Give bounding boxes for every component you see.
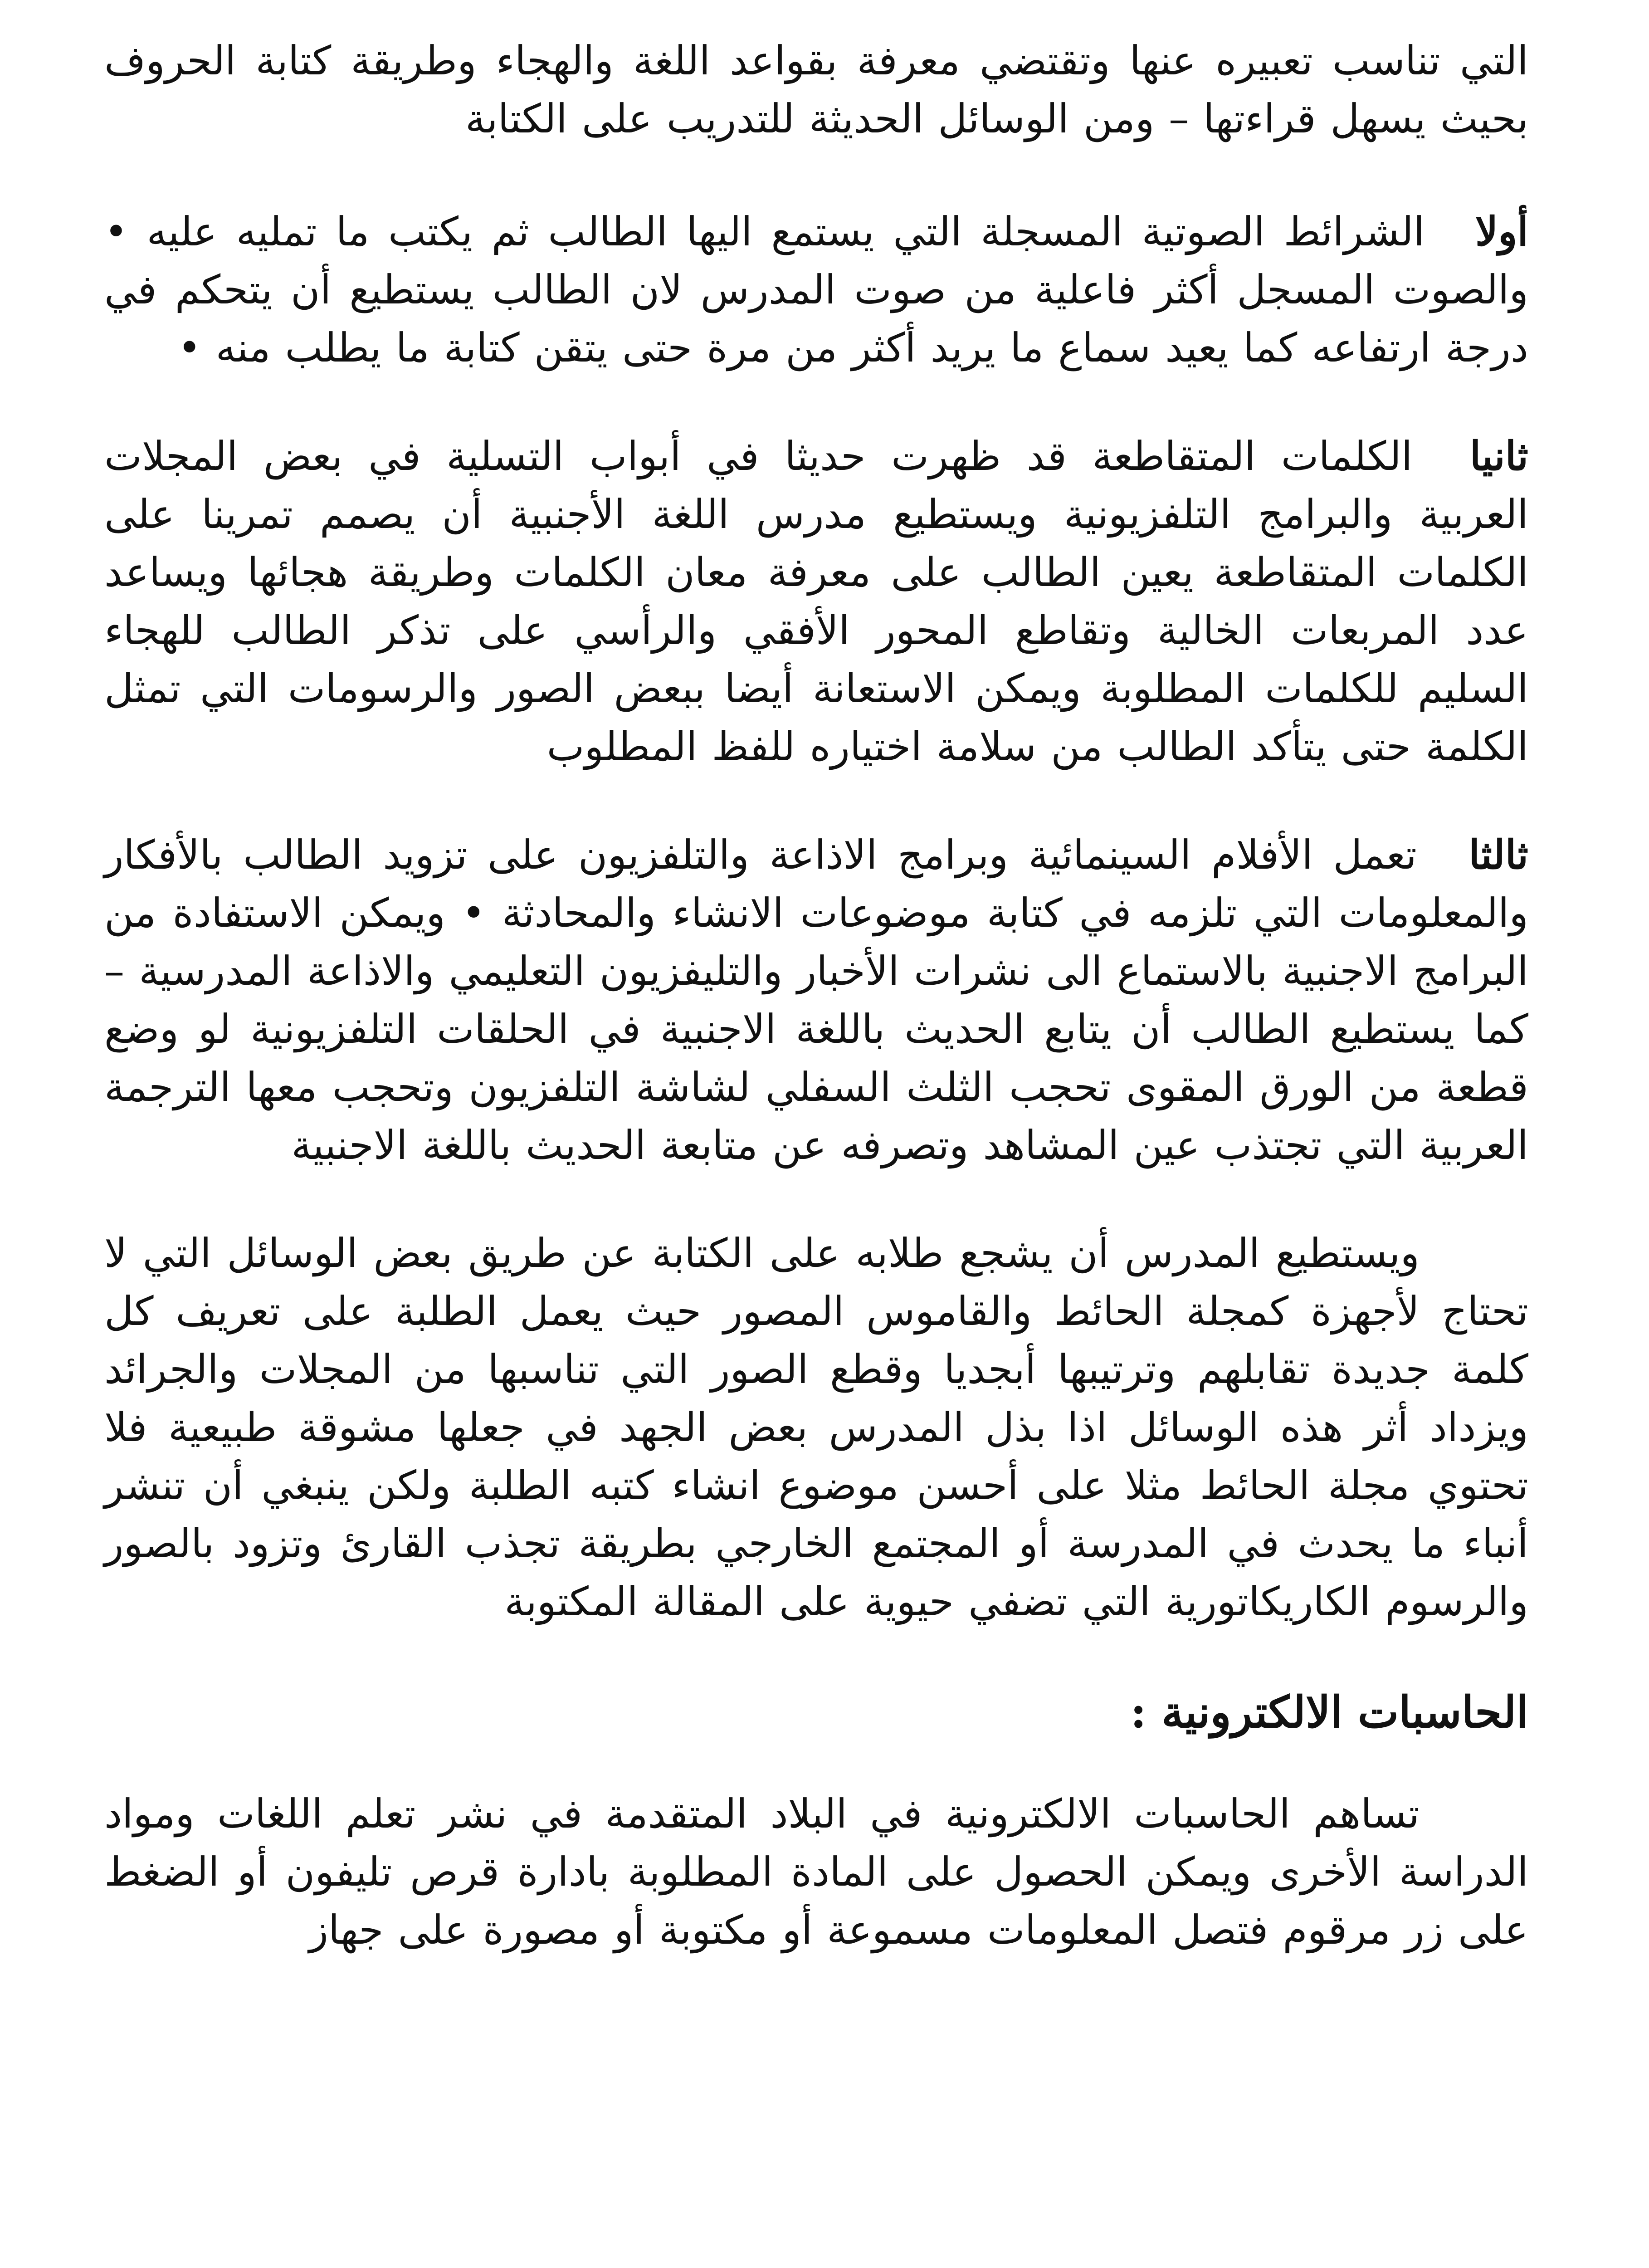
paragraph-intro-text: التي تناسب تعبيره عنها وتقتضي معرفة بقواعد اللغة والهجاء وطريقة كتابة الحروف بحيث يسهل قراءتها – ومن الوسائل الحديثة للتدريب على الكتابة (104, 37, 1529, 142)
paragraph-intro (104, 32, 1528, 148)
paragraph-teacher-text: ويستطيع المدرس أن يشجع طلابه على الكتابة عن طريق بعض الوسائل التي لا تحتاج لأجهزة كمجلة الحائط والقاموس المصور حيث يعمل الطلبة على تعريف كل كلمة جديدة تقابلهم وترتيبها أبجديا وقطع الصور التي تناسبها من المجلات والجرائد ويزداد أثر هذه الوسائل اذا بذل المدرس بعض الجهد في جعلها مشوقة طبيعية فلا تحتوي مجلة الحائط مثلا على أحسن موضوع انشاء كتبه الطلبة ولكن ينبغي أن تنشر أنباء ما يحدث في المدرسة أو المجتمع الخارجي بطريقة تجذب القارئ وتزود بالصور والرسوم الكاريكاتورية التي تضفي حيوية على المقالة المكتوبة (104, 1230, 1529, 1625)
paragraph-first-point-lead: أولا (1475, 208, 1528, 255)
paragraph-second-point-lead: ثانيا (1469, 432, 1528, 479)
section-heading: الحاسبات الالكترونية : (1130, 1686, 1528, 1738)
paragraph-first-point-text: الشرائط الصوتية المسجلة التي يستمع اليها الطالب ثم يكتب ما تمليه عليه • والصوت المسجل أكثر فاعلية من صوت المدرس لان الطالب يستطيع أن يتحكم في درجة ارتفاعه كما يعيد سماع ما يريد أكثر من مرة حتى يتقن كتابة ما يطلب منه • (104, 208, 1528, 371)
paragraph-computers (104, 1785, 1528, 1959)
paragraph-third-point-lead: ثالثا (1468, 831, 1528, 878)
paragraph-first-point (104, 202, 1528, 377)
paragraph-third-point (104, 826, 1528, 1174)
document-page (104, 32, 1528, 2268)
paragraph-second-point (104, 427, 1528, 776)
paragraph-computers-text: تساهم الحاسبات الالكترونية في البلاد المتقدمة في نشر تعلم اللغات ومواد الدراسة الأخرى ويمكن الحصول على المادة المطلوبة بادارة قرص تليفون أو الضغط على زر مرقوم فتصل المعلومات مسموعة أو مكتوبة أو مصورة على جهاز (104, 1790, 1528, 1953)
paragraph-teacher (104, 1224, 1528, 1631)
paragraph-third-point-text: تعمل الأفلام السينمائية وبرامج الاذاعة والتلفزيون على تزويد الطالب بالأفكار والمعلومات التي تلزمه في كتابة موضوعات الانشاء والمحادثة • ويمكن الاستفادة من البرامج الاجنبية بالاستماع الى نشرات الأخبار والتليفزيون التعليمي والاذاعة المدرسية – كما يستطيع الطالب أن يتابع الحديث باللغة الاجنبية في الحلقات التلفزيونية لو وضع قطعة من الورق المقوى تحجب الثلث السفلي لشاشة التلفزيون وتحجب معها الترجمة العربية التي تجتذب عين المشاهد وتصرفه عن متابعة الحديث باللغة الاجنبية (104, 831, 1528, 1168)
paragraph-second-point-text: الكلمات المتقاطعة قد ظهرت حديثا في أبواب التسلية في بعض المجلات العربية والبرامج التلفزيونية ويستطيع مدرس اللغة الأجنبية أن يصمم تمرينا على الكلمات المتقاطعة يعين الطالب على معرفة معان الكلمات وطريقة هجائها ويساعد عدد المربعات الخالية وتقاطع المحور الأفقي والرأسي على تذكر الطالب للهجاء السليم للكلمات المطلوبة ويمكن الاستعانة أيضا ببعض الصور والرسومات التي تمثل الكلمة حتى يتأكد الطالب من سلامة اختياره للفظ المطلوب (104, 433, 1528, 770)
